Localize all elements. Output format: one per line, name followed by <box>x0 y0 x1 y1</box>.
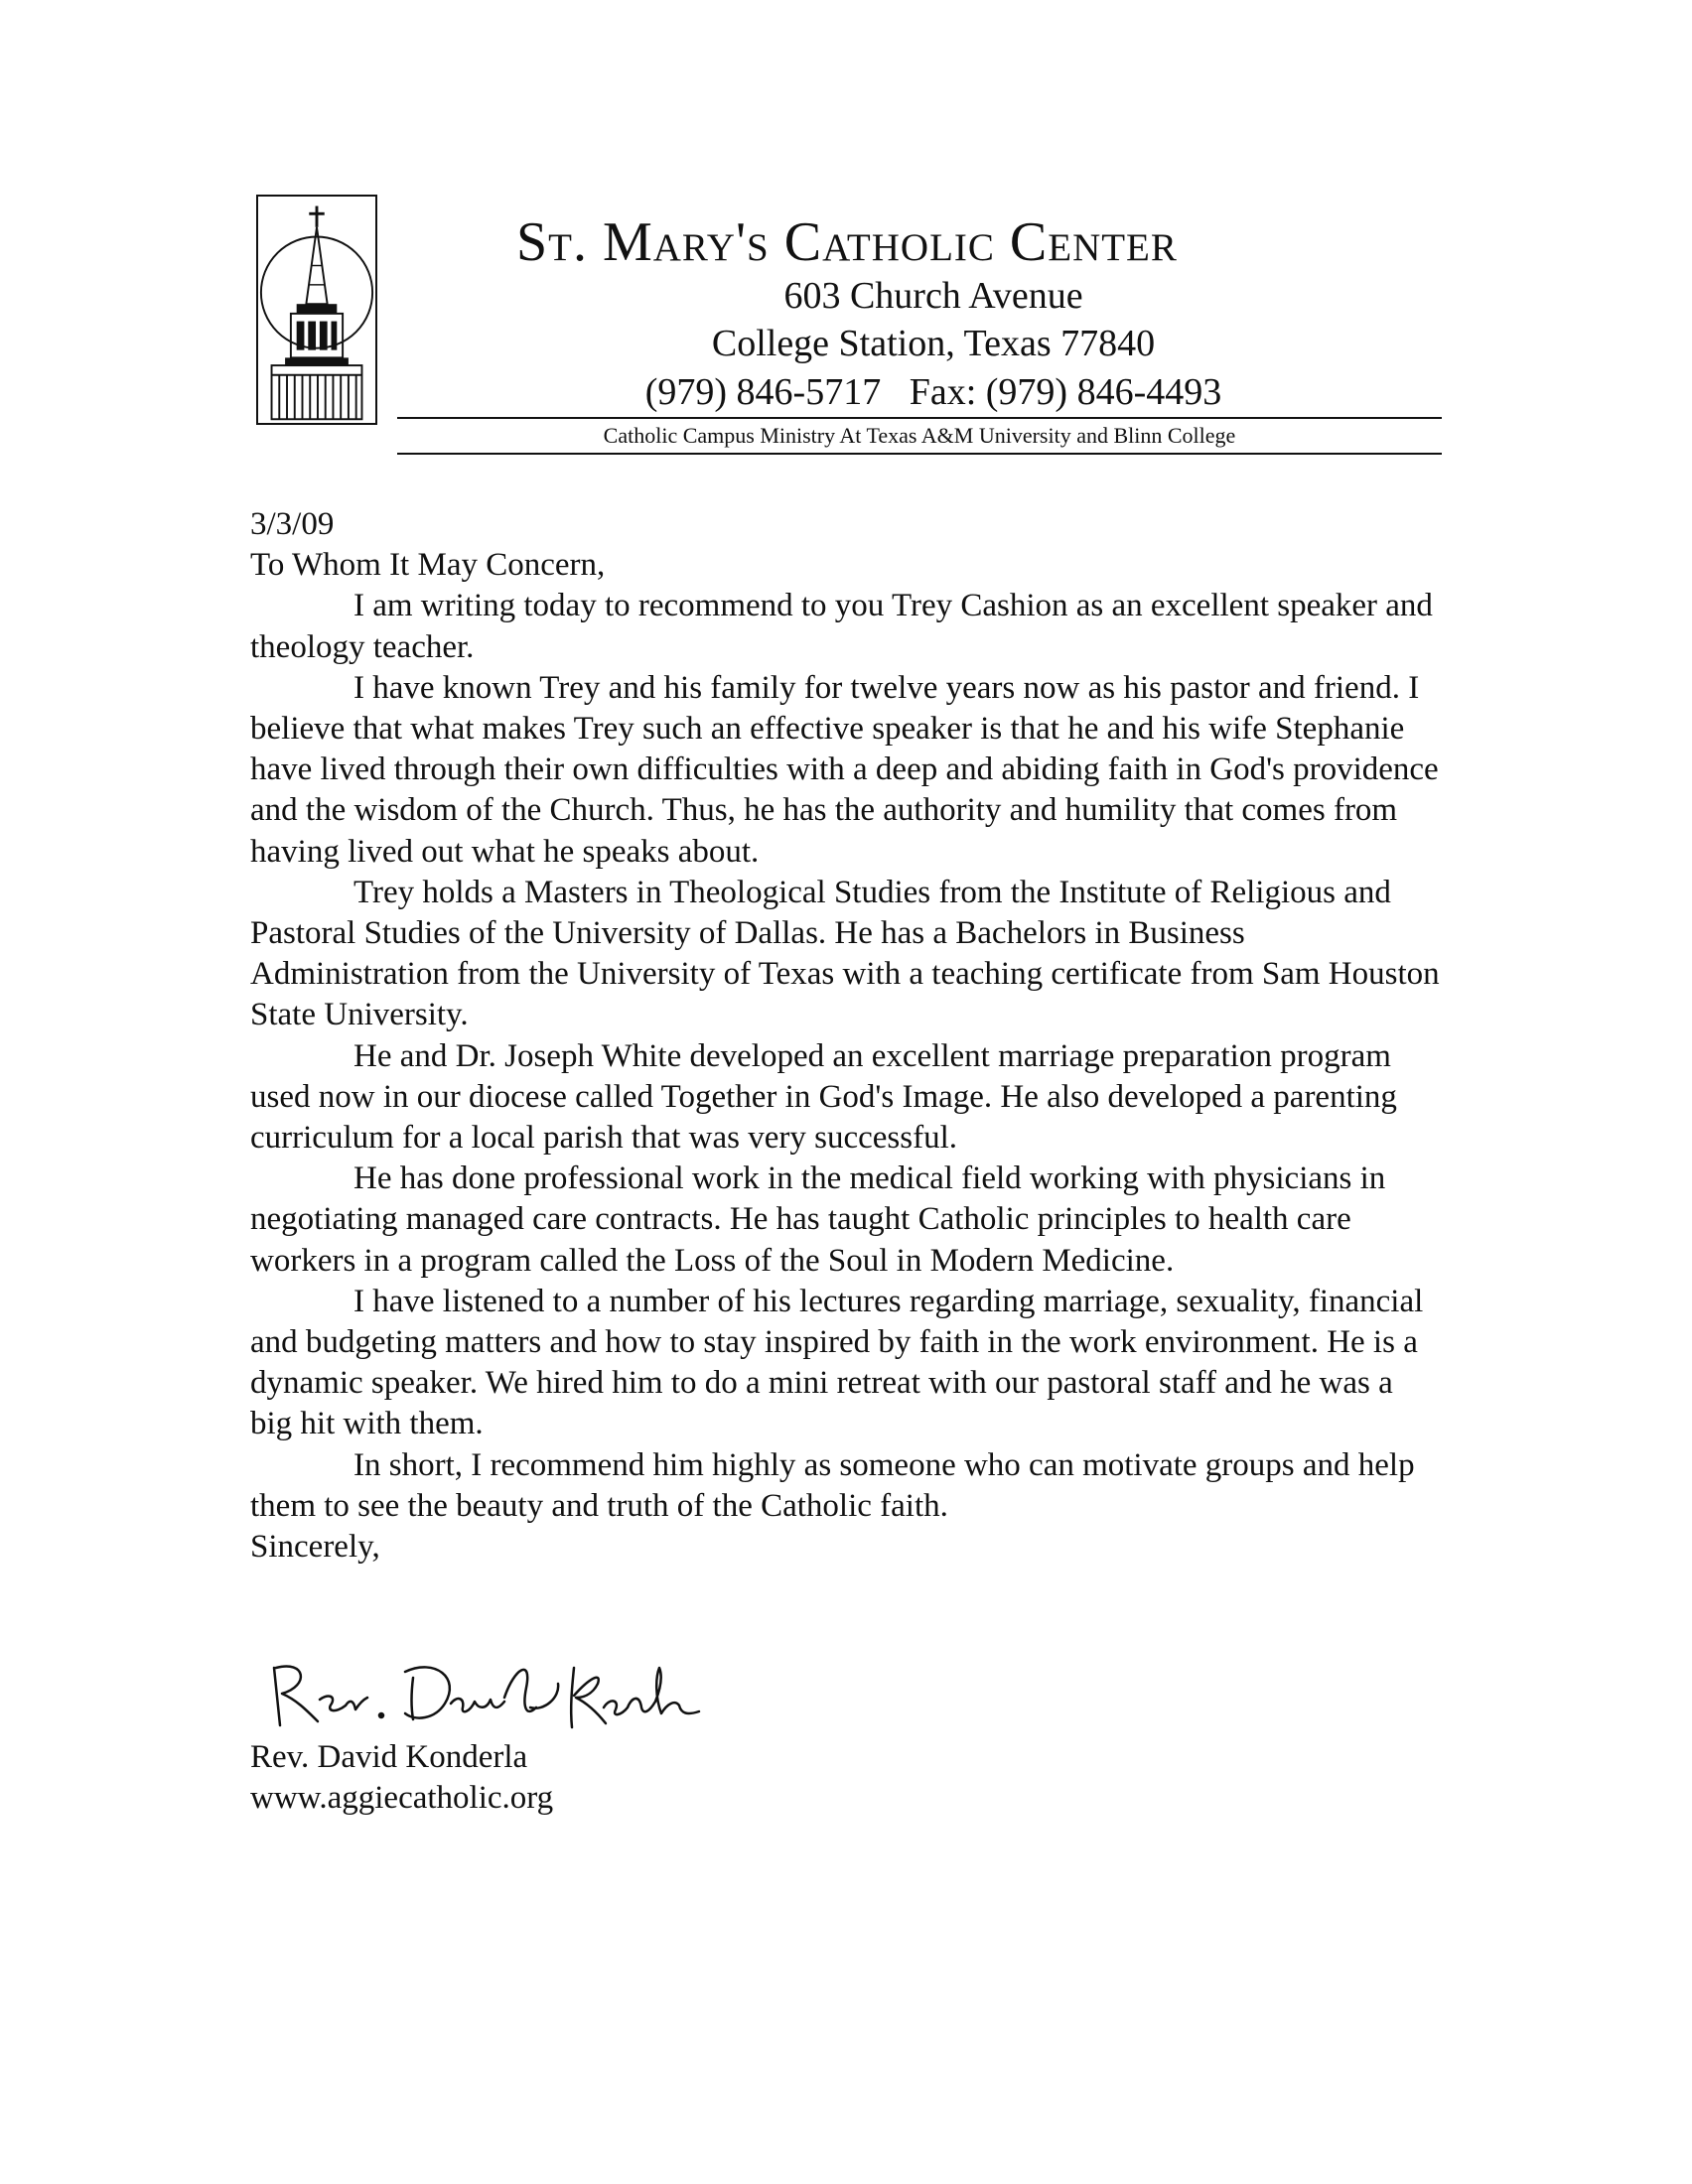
organization-name: St. Mary's Catholic Center <box>516 211 1178 273</box>
address-city: College Station, Texas 77840 <box>711 323 1156 364</box>
letter-paragraph: I am writing today to recommend to you Trey Cashion as an excellent speaker and theology teacher. <box>250 588 1433 665</box>
letter-paragraph: Trey holds a Masters in Theological Studies from the Institute of Religious and Pastoral Studies of the University of Dallas. He has a Bachelors in Business Administration from the University of Texas with a teaching certificate from Sam Houston State University. <box>250 874 1440 1033</box>
letter-paragraph: I have known Trey and his family for twelve years now as his pastor and friend. I believe that what makes Trey such an effective speaker is that he and his wife Stephanie have lived through their own difficulties with a deep and abiding faith in God's providence and the wisdom of the Church. Thus, he has the authority and humility that comes from having lived out what he speaks about. <box>250 669 1439 870</box>
church-steeple-logo <box>256 195 377 425</box>
letter-paragraph: He and Dr. Joseph White developed an excellent marriage preparation program used now in our diocese called Together in God's Image. He also developed a parenting curriculum for a local parish that was very successful. <box>250 1037 1397 1157</box>
address-street: 603 Church Avenue <box>783 275 1083 317</box>
letterhead-tagline: Catholic Campus Ministry At Texas A&M University and Blinn College <box>603 423 1236 448</box>
header-divider-top <box>397 417 1442 419</box>
header-divider-bottom <box>397 453 1442 455</box>
phone-fax: (979) 846-5717 Fax: (979) 846-4493 <box>644 371 1222 413</box>
letter-paragraph: He has done professional work in the medical field working with physicians in negotiating managed care contracts. He has taught Catholic principles to health care workers in a program called the Loss of the Soul in Modern Medicine. <box>250 1160 1386 1279</box>
handwritten-signature <box>266 1638 703 1737</box>
signer-name: Rev. David Konderla <box>250 1739 528 1775</box>
signature-block <box>250 1737 553 1819</box>
letter-closing: Sincerely, <box>250 1529 380 1566</box>
signer-website: www.aggiecatholic.org <box>250 1780 554 1817</box>
letter-date: 3/3/09 <box>250 506 335 542</box>
letter-paragraph: In short, I recommend him highly as someone who can motivate groups and help them to see the beauty and truth of the Catholic faith. <box>250 1446 1415 1524</box>
letter-body <box>250 504 1442 1568</box>
steeple-icon <box>258 197 375 423</box>
letter-salutation: To Whom It May Concern, <box>250 547 606 584</box>
letter-paragraph: I have listened to a number of his lectures regarding marriage, sexuality, financial and budgeting matters and how to stay inspired by faith in the work environment. He is a dynamic speaker. We hired him to do a mini retreat with our pastoral staff and he was a big hit with them. <box>250 1283 1424 1442</box>
